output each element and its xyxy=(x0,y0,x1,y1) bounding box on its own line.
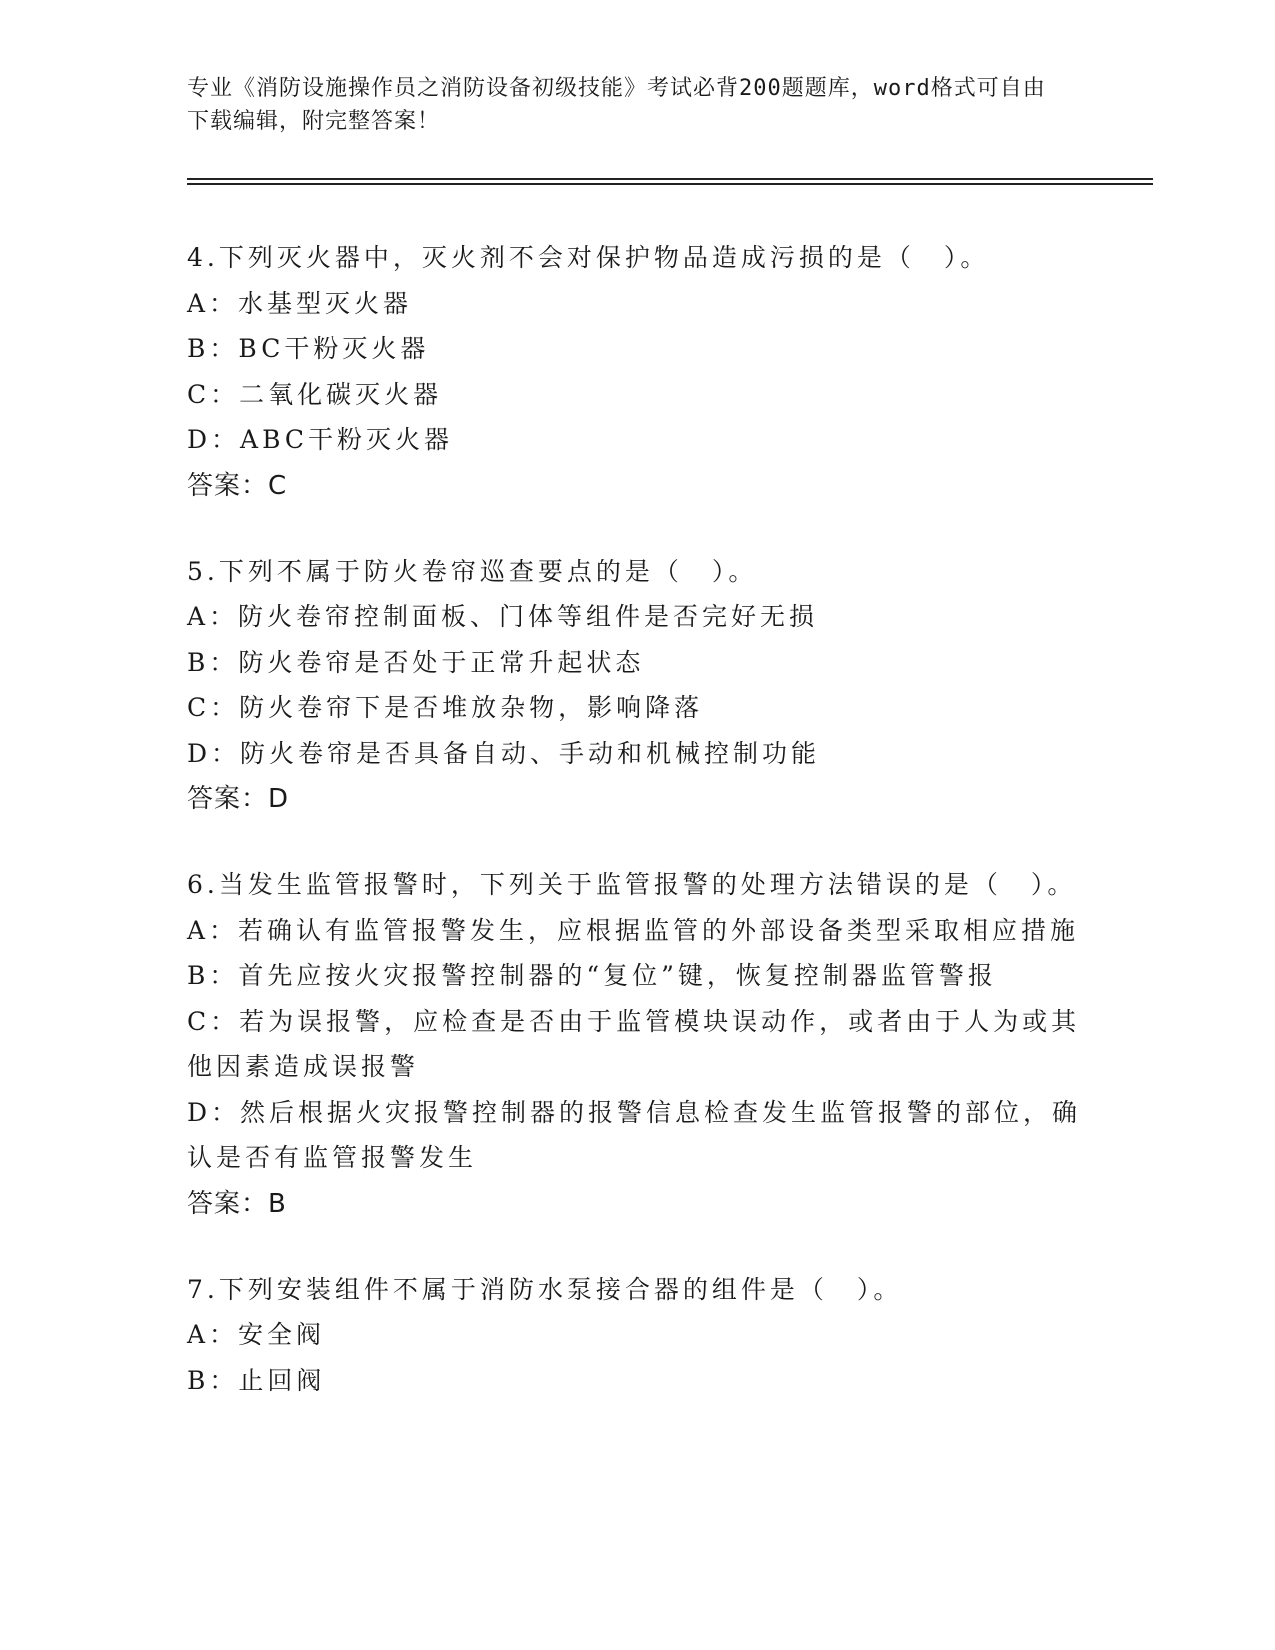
header-divider-top xyxy=(187,178,1153,180)
option-c: C：若为误报警，应检查是否由于监管模块误动作，或者由于人为或其他因素造成误报警 xyxy=(187,1006,1081,1081)
option-c: C：二氧化碳灭火器 xyxy=(187,379,443,409)
question-7 xyxy=(187,1267,1087,1404)
question-4 xyxy=(187,235,1087,509)
question-6 xyxy=(187,862,1087,1227)
option-d: D：ABC干粉灭火器 xyxy=(187,425,454,454)
option-b: B：防火卷帘是否处于正常升起状态 xyxy=(187,647,645,677)
question-list xyxy=(187,235,1087,1443)
question-stem: 5.下列不属于防火卷帘巡查要点的是（ ）。 xyxy=(187,556,758,586)
question-stem: 6.当发生监管报警时，下列关于监管报警的处理方法错误的是（ ）。 xyxy=(187,870,1077,899)
answer-label: 答案：C xyxy=(187,470,288,501)
option-b: B：首先应按火灾报警控制器的“复位”键，恢复控制器监管警报 xyxy=(187,961,997,990)
option-d: D：然后根据火灾报警控制器的报警信息检查发生监管报警的部位，确认是否有监管报警发生 xyxy=(187,1097,1082,1172)
answer-label: 答案：B xyxy=(187,1188,287,1219)
option-c: C：防火卷帘下是否堆放杂物，影响降落 xyxy=(187,693,704,722)
question-5 xyxy=(187,549,1087,823)
option-a: A：安全阀 xyxy=(187,1320,326,1349)
answer-label: 答案：D xyxy=(187,784,290,814)
option-a: A：水基型灭火器 xyxy=(187,288,413,318)
option-d: D：防火卷帘是否具备自动、手动和机械控制功能 xyxy=(187,738,821,768)
option-a: A：防火卷帘控制面板、门体等组件是否完好无损 xyxy=(187,602,819,631)
option-b: B：止回阀 xyxy=(187,1365,326,1395)
header-divider-bottom xyxy=(187,183,1153,185)
question-stem: 7.下列安装组件不属于消防水泵接合器的组件是（ ）。 xyxy=(187,1274,903,1304)
option-a: A：若确认有监管报警发生，应根据监管的外部设备类型采取相应措施 xyxy=(187,915,1080,945)
question-stem: 4.下列灭火器中，灭火剂不会对保护物品造成污损的是（ ）。 xyxy=(187,243,990,272)
option-b: B：BC干粉灭火器 xyxy=(187,334,430,363)
document-header: 专业《消防设施操作员之消防设备初级技能》考试必背200题题库，word格式可自由下载编辑，附完整答案！ xyxy=(187,76,1046,134)
